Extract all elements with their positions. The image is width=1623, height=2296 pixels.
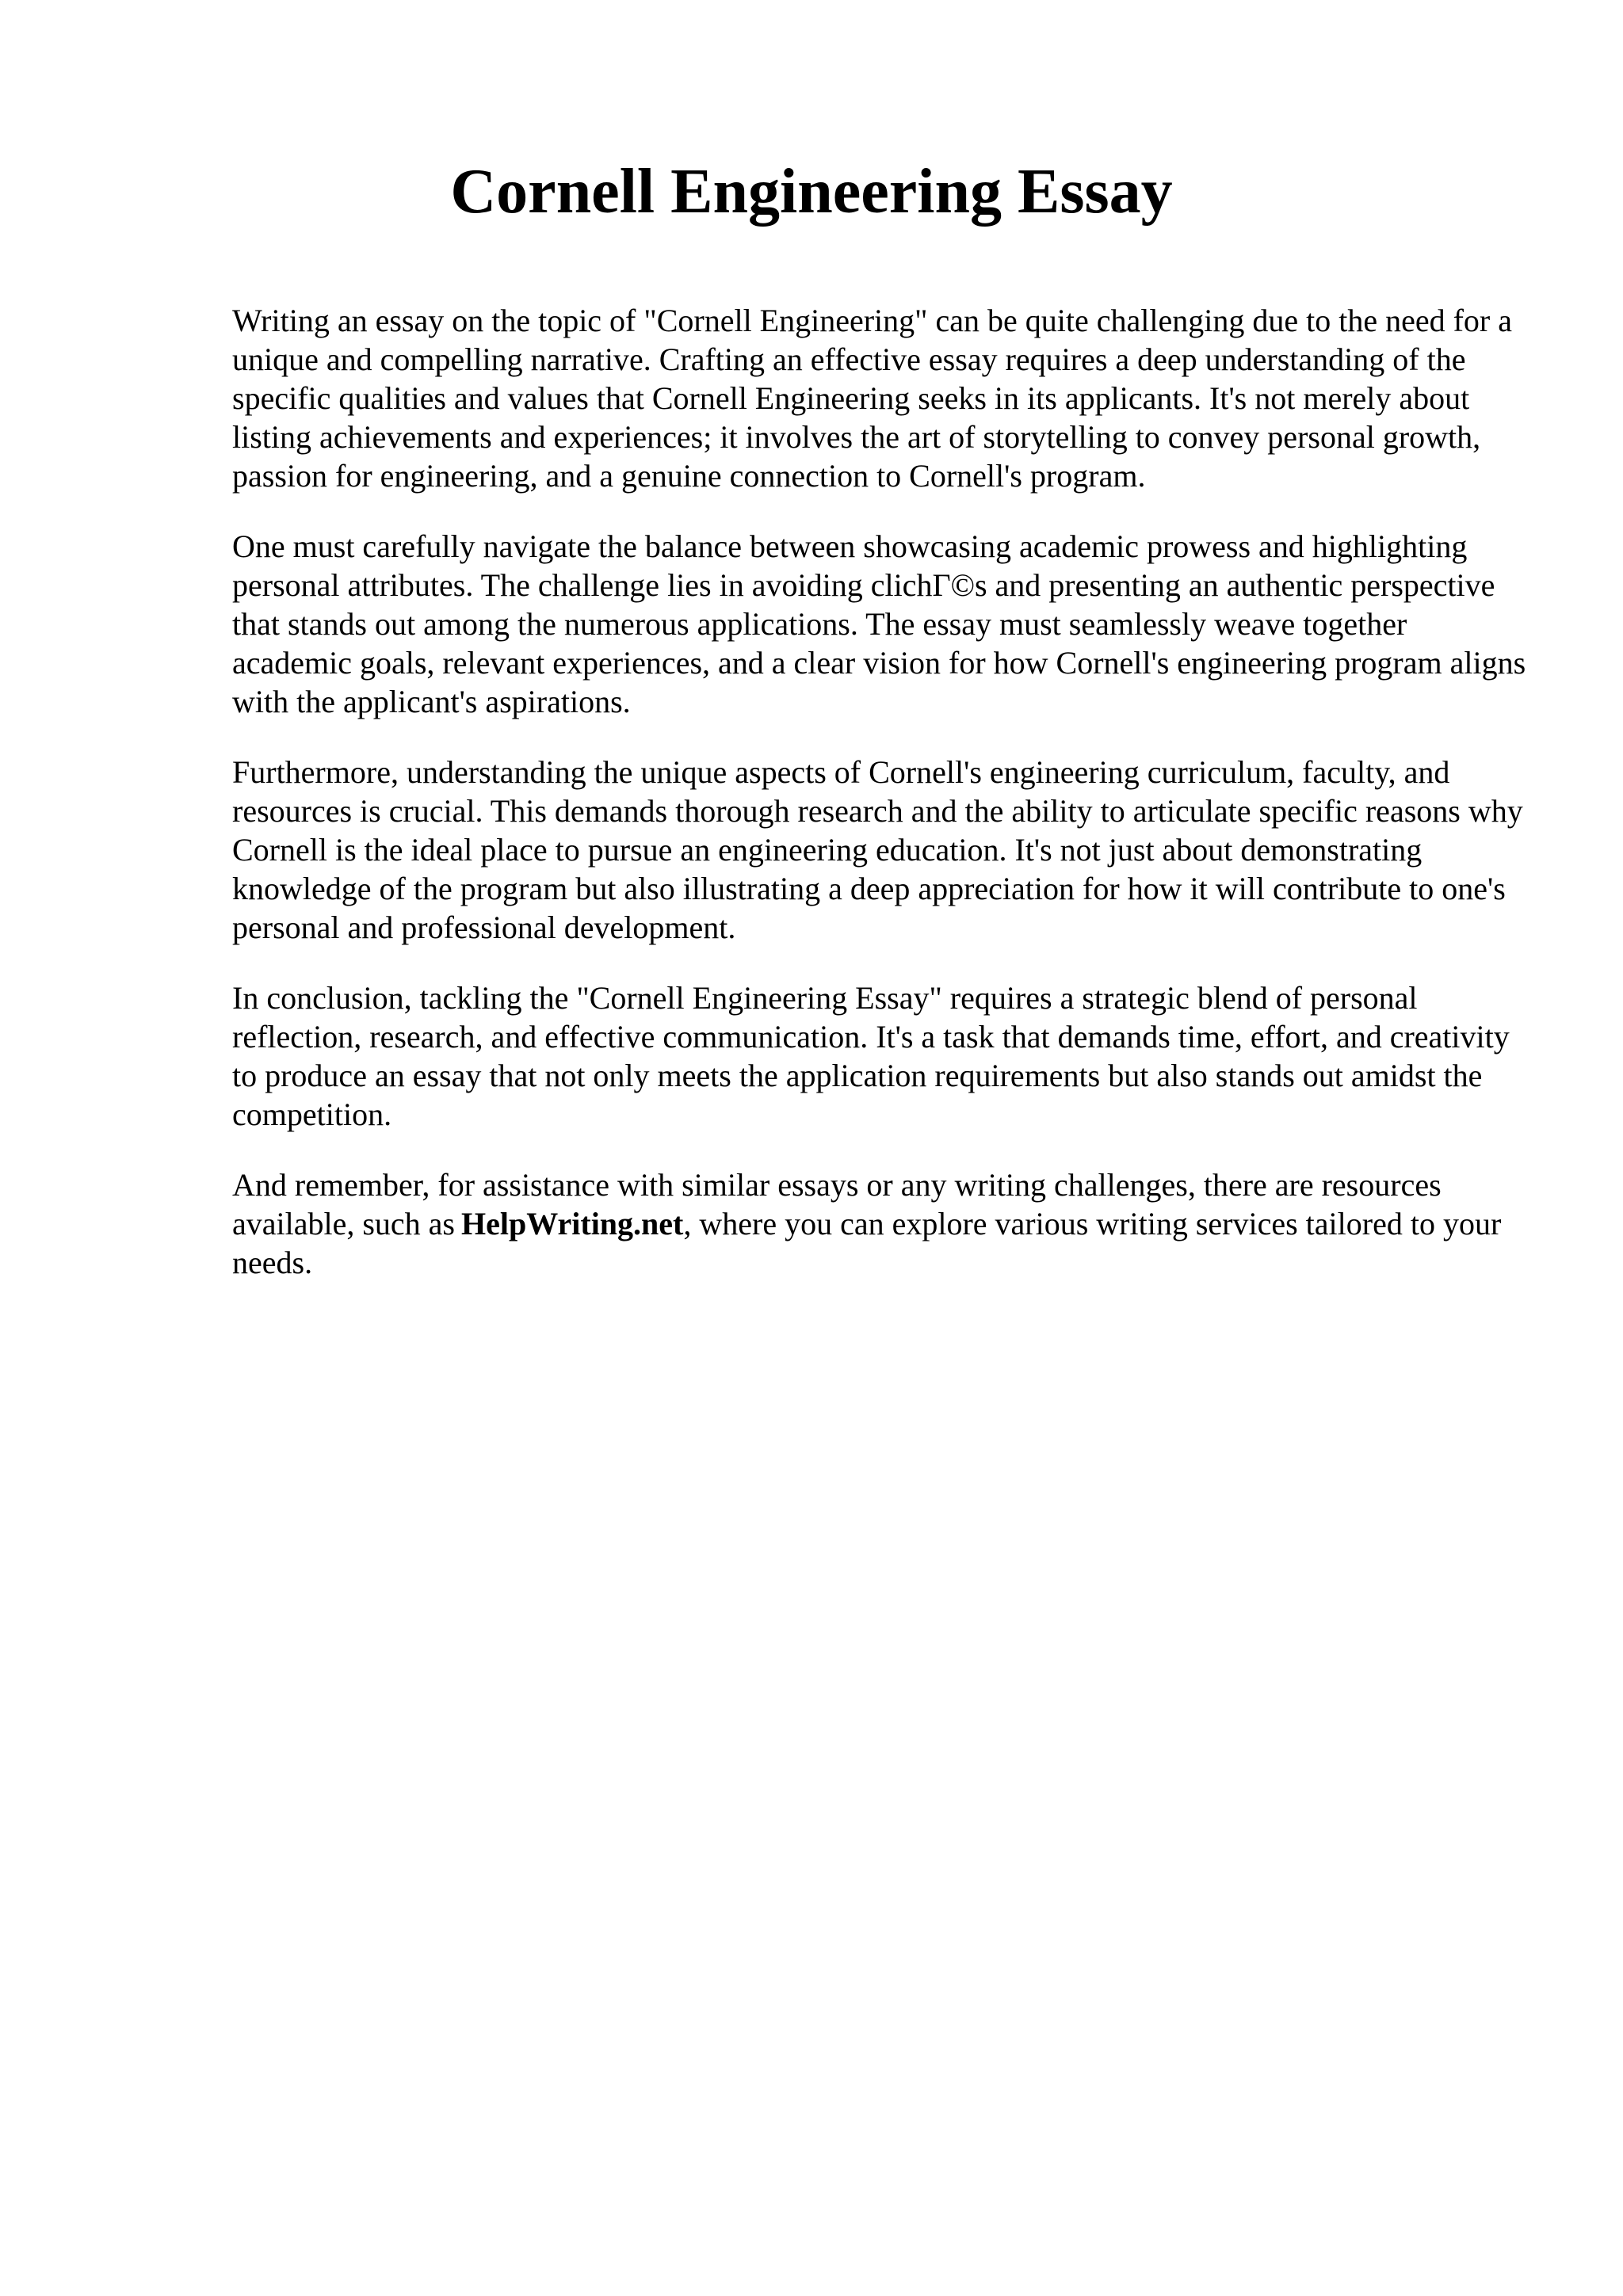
helpwriting-link[interactable]: HelpWriting.net [461,1206,684,1241]
page-title: Cornell Engineering Essay [450,157,1173,227]
paragraph-1: Writing an essay on the topic of "Cornell Engineering" can be quite challenging due to the need for a unique and compelling narrative. Crafting an effective essay requires a deep understanding of the specific qualities and values that Cornell Engineering seeks in its applicants. It's not merely about listing achievements and experiences; it involves the art of storytelling to convey personal growth, passion for engineering, and a genuine connection to Cornell's program. [232,303,1512,494]
paragraph-4: In conclusion, tackling the "Cornell Engineering Essay" requires a strategic blend of personal reflection, research, and effective communication. It's a task that demands time, effort, and creativity to produce an essay that not only meets the application requirements but also stands out amidst the competition. [232,980,1510,1132]
paragraph-2: One must carefully navigate the balance between showcasing academic prowess and highlighting personal attributes. The challenge lies in avoiding clichΓ©s and presenting an authentic perspective that stands out among the numerous applications. The essay must seamlessly weave together academic goals, relevant experiences, and a clear vision for how Cornell's engineering program aligns with the applicant's aspirations. [232,528,1526,719]
essay-body [232,301,1532,1314]
paragraph-3: Furthermore, understanding the unique aspects of Cornell's engineering curriculum, faculty, and resources is crucial. This demands thorough research and the ability to articulate specific reasons why Cornell is the ideal place to pursue an engineering education. It's not just about demonstrating knowledge of the program but also illustrating a deep appreciation for how it will contribute to one's personal and professional development. [232,754,1523,945]
closing-paragraph [232,1165,1532,1282]
closing-text-before: And remember, for assistance with similar essays or any writing challenges, there are resources available, such as [232,1167,1442,1241]
closing-text-after: , where you can explore various writing services tailored to your needs. [232,1206,1502,1280]
